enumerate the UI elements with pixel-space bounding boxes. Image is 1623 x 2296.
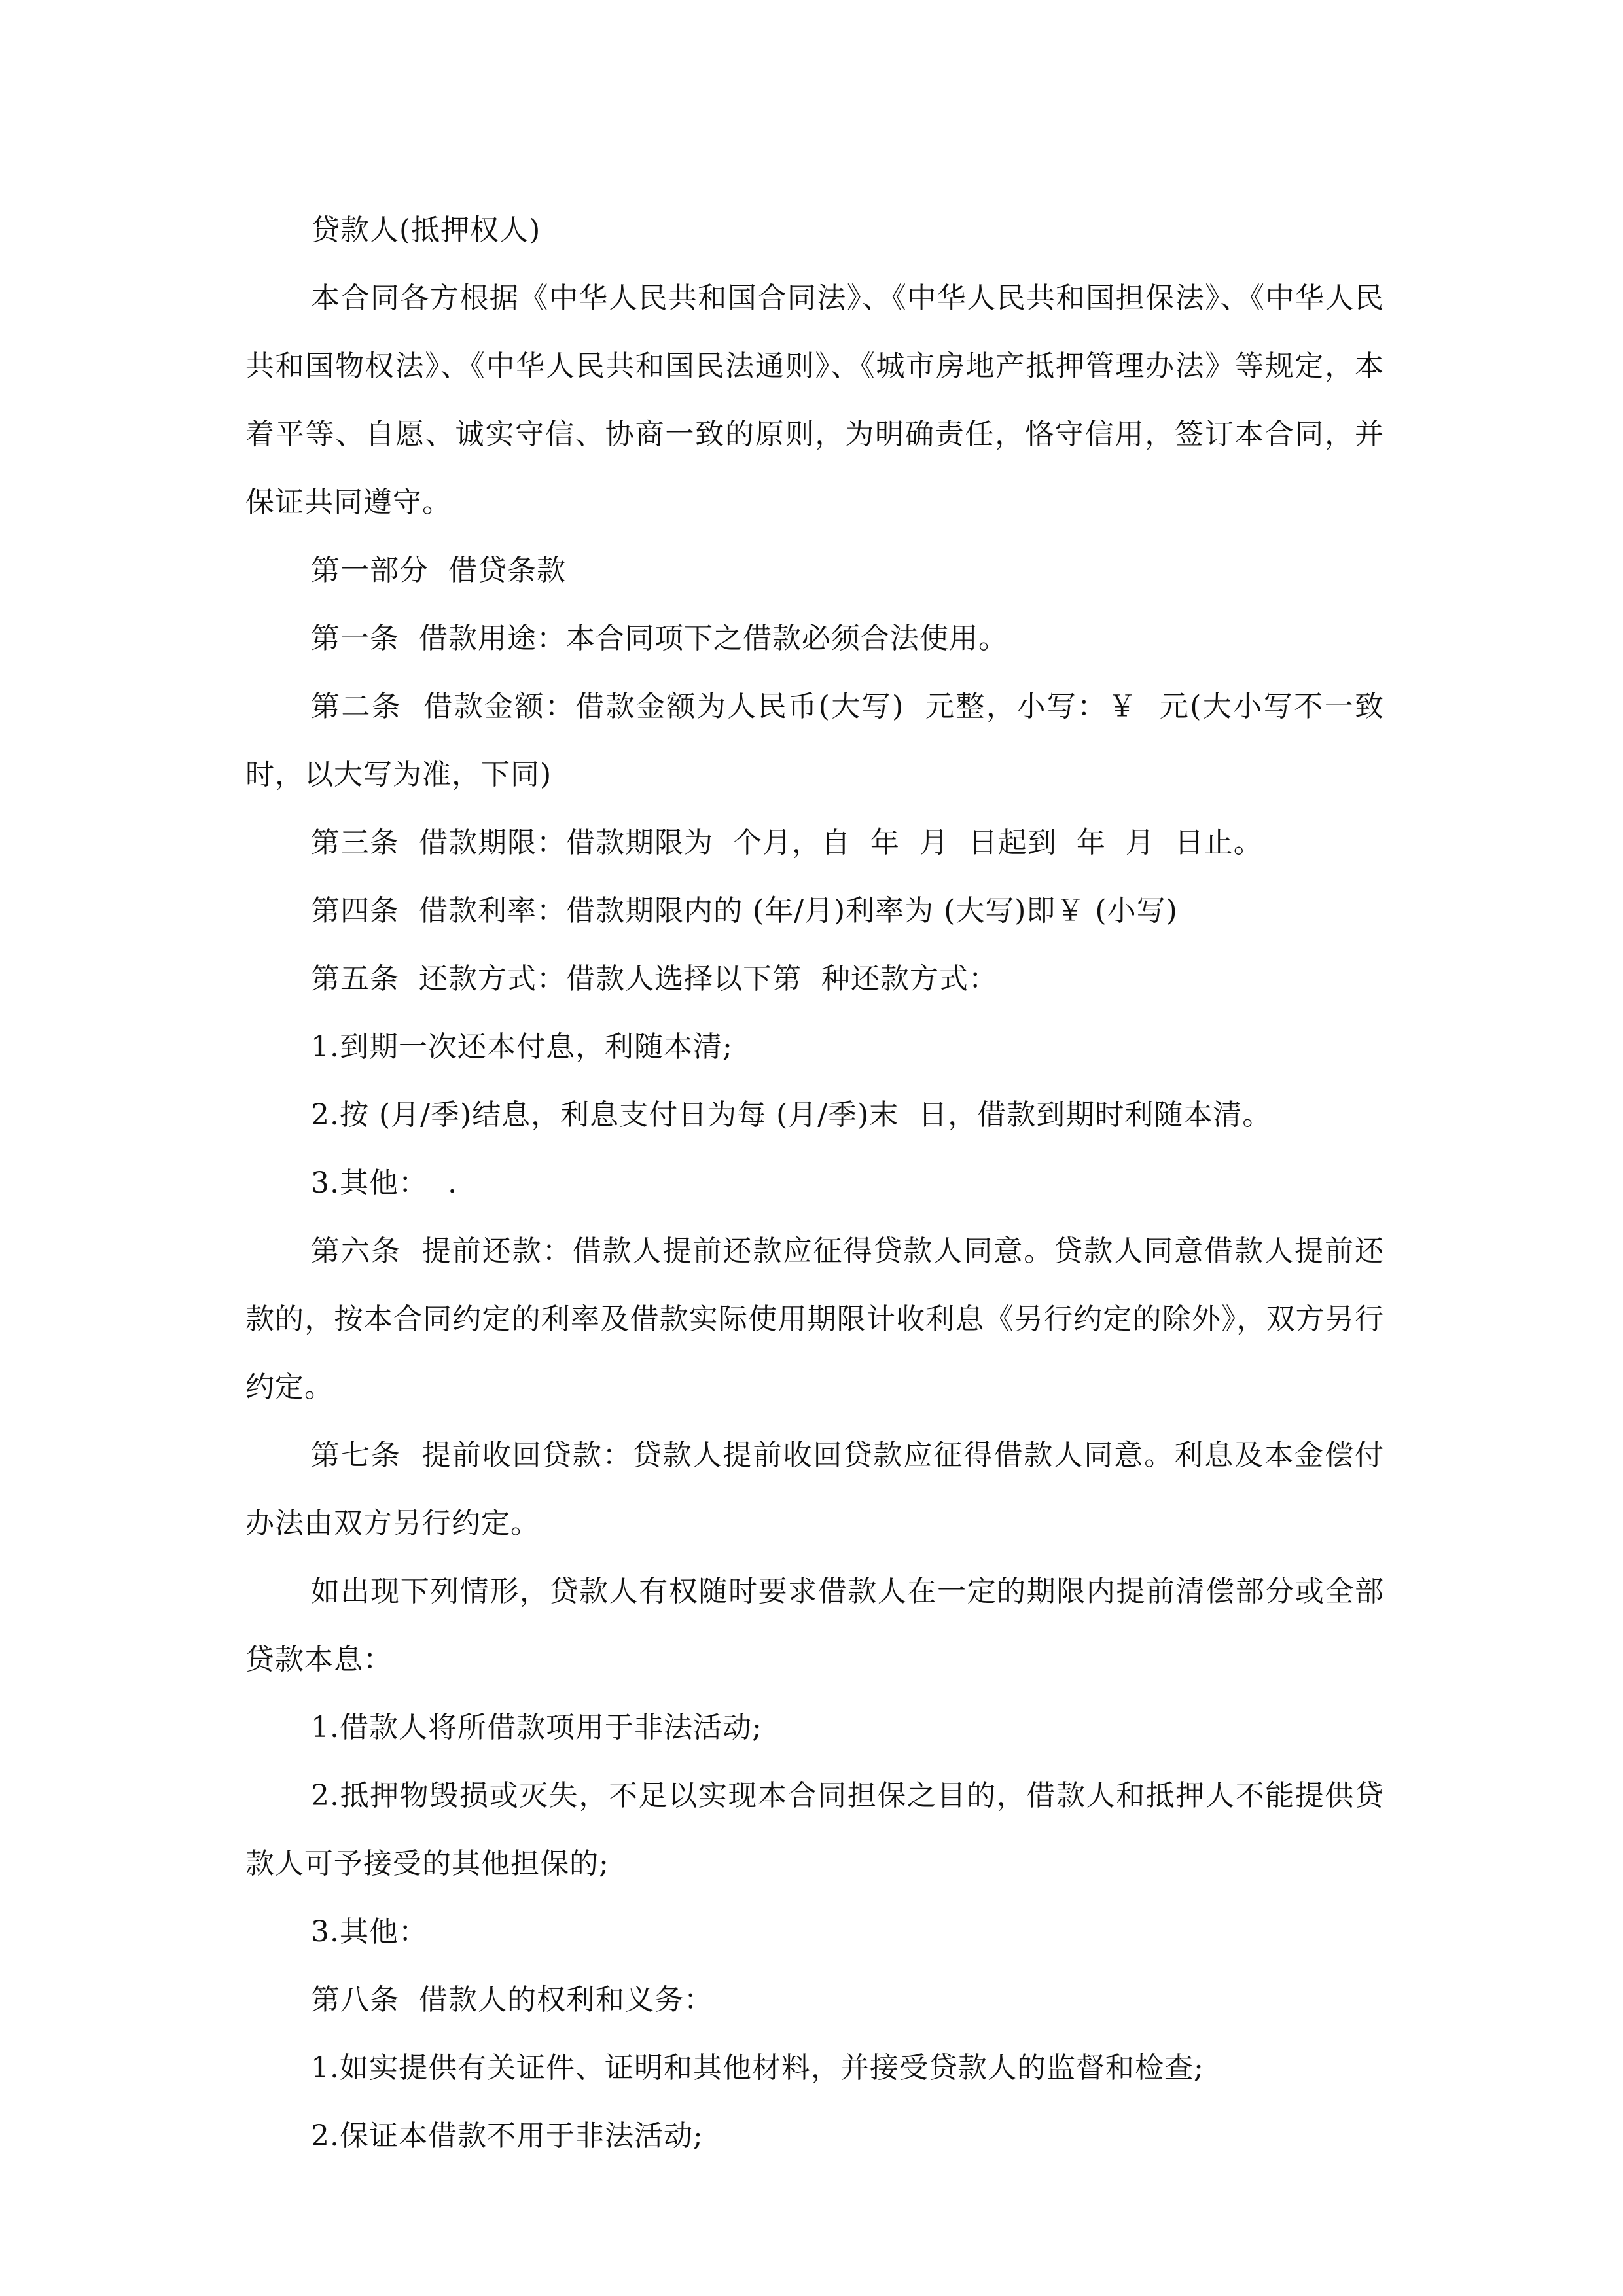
article-4-interest-rate: 第四条 借款利率：借款期限内的 (年/月)利率为 (大写)即￥ (小写) — [311, 894, 1178, 927]
article-8-borrower-rights: 第八条 借款人的权利和义务： — [311, 1983, 713, 2017]
article-2-amount: 第二条 借款金额：借款金额为人民币(大写) 元整，小写：￥ 元(大小写不一致时，以大写为准，下同) — [245, 690, 1384, 791]
borrower-duty-1: 1.如实提供有关证件、证明和其他材料，并接受贷款人的监督和检查; — [311, 2051, 1204, 2085]
lender-heading: 贷款人(抵押权人) — [311, 213, 541, 247]
repayment-option-1: 1.到期一次还本付息，利随本清; — [311, 1030, 733, 1064]
article-6-early-repayment: 第六条 提前还款：借款人提前还款应征得贷款人同意。贷款人同意借款人提前还款的，按本合同约定的利率及借款实际使用期限计收利息《另行约定的除外》，双方另行约定。 — [245, 1234, 1384, 1404]
recall-condition-2: 2.抵押物毁损或灭失，不足以实现本合同担保之目的，借款人和抵押人不能提供贷款人可予接受的其他担保的; — [245, 1779, 1384, 1880]
recall-condition-3: 3.其他： — [311, 1915, 428, 1948]
repayment-option-3: 3.其他： . — [311, 1166, 457, 1200]
article-7-early-recall: 第七条 提前收回贷款：贷款人提前收回贷款应征得借款人同意。利息及本金偿付办法由双方另行约定。 — [245, 1439, 1384, 1540]
recall-condition-1: 1.借款人将所借款项用于非法活动; — [311, 1711, 762, 1744]
article-3-term: 第三条 借款期限：借款期限为 个月，自 年 月 日起到 年 月 日止。 — [311, 826, 1263, 859]
recall-conditions-intro: 如出现下列情形，贷款人有权随时要求借款人在一定的期限内提前清偿部分或全部贷款本息： — [245, 1575, 1384, 1676]
preamble-paragraph: 本合同各方根据《中华人民共和国合同法》、《中华人民共和国担保法》、《中华人民共和国物权法》、《中华人民共和国民法通则》、《城市房地产抵押管理办法》等规定，本着平等、自愿、诚实守信、协商一致的原则，为明确责任，恪守信用，签订本合同，并保证共同遵守。 — [245, 281, 1384, 519]
article-1-purpose: 第一条 借款用途：本合同项下之借款必须合法使用。 — [311, 622, 1008, 655]
borrower-duty-2: 2.保证本借款不用于非法活动; — [311, 2119, 704, 2153]
repayment-option-2: 2.按 (月/季)结息，利息支付日为每 (月/季)末 日，借款到期时利随本清。 — [311, 1098, 1272, 1132]
part-one-heading: 第一部分 借贷条款 — [311, 554, 566, 587]
article-5-repayment-method: 第五条 还款方式：借款人选择以下第 种还款方式： — [311, 962, 998, 996]
document-body — [245, 196, 1384, 2170]
